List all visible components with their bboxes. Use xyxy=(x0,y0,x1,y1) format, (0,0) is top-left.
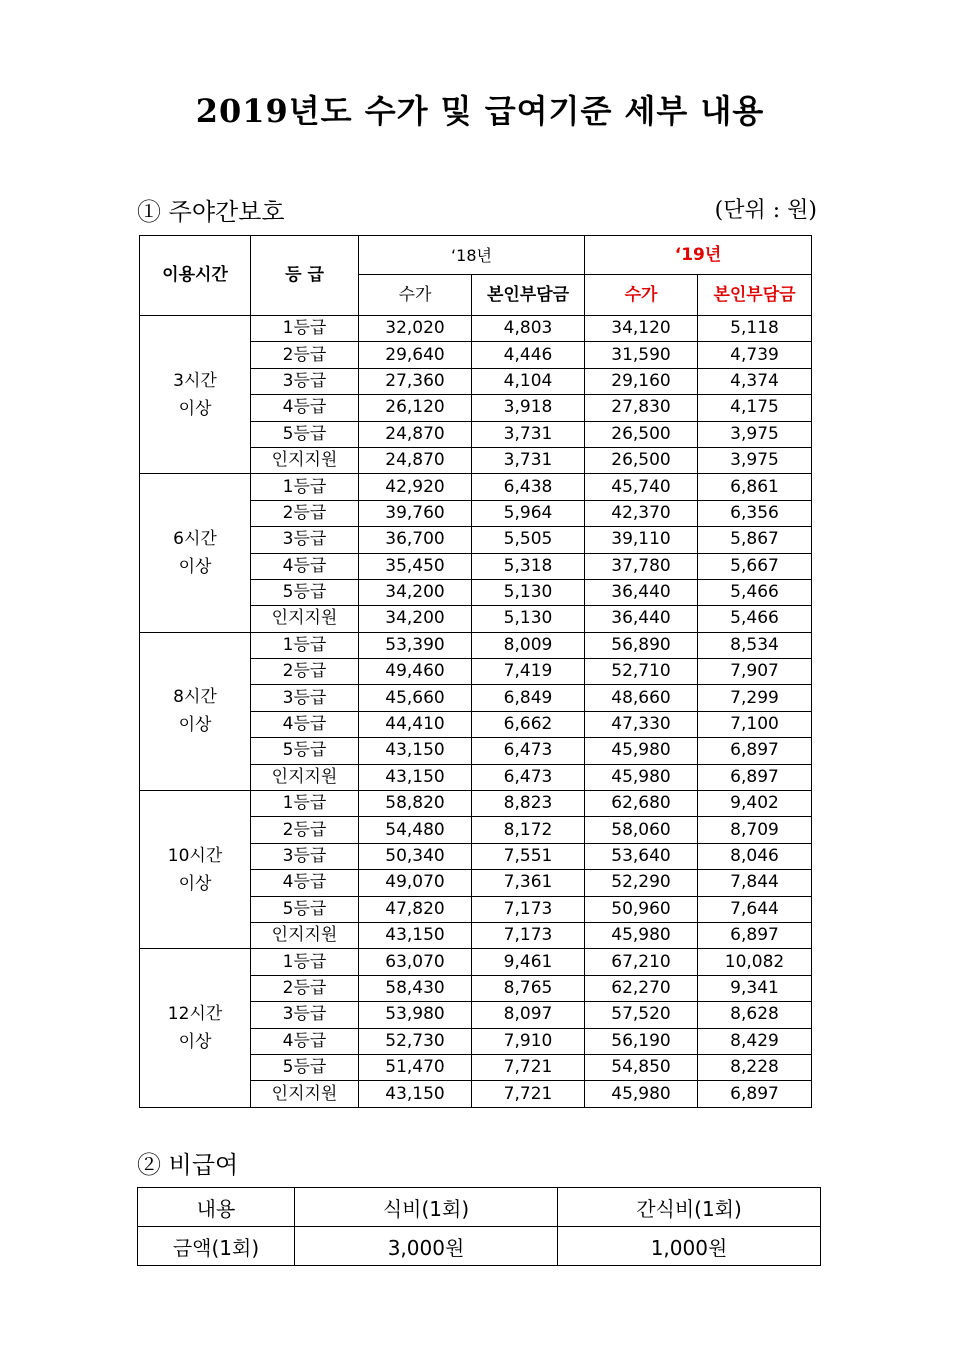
table-row xyxy=(140,316,812,342)
grade-cell: 4등급 xyxy=(251,1028,359,1054)
copay-2018-cell: 4,104 xyxy=(472,368,585,394)
fee-2018-cell: 27,360 xyxy=(359,368,472,394)
fee-2018-cell: 54,480 xyxy=(359,817,472,843)
time-group-label: 이상 xyxy=(178,1032,212,1053)
copay-2019-cell: 4,175 xyxy=(698,395,812,421)
copay-2018-cell: 7,361 xyxy=(472,870,585,896)
fee-2019-cell: 45,980 xyxy=(585,1081,698,1107)
grade-cell: 1등급 xyxy=(251,791,359,817)
fee-2019-cell: 27,830 xyxy=(585,395,698,421)
copay-2018-cell: 7,721 xyxy=(472,1054,585,1080)
copay-2018-cell: 9,461 xyxy=(472,949,585,975)
fee-2018-cell: 34,200 xyxy=(359,579,472,605)
fee-2019-cell: 26,500 xyxy=(585,447,698,473)
copay-2019-cell: 5,466 xyxy=(698,606,812,632)
header-fee-2018: 수가 xyxy=(359,275,472,316)
grade-cell: 1등급 xyxy=(251,316,359,342)
fee-2019-cell: 39,110 xyxy=(585,527,698,553)
copay-2019-cell: 7,299 xyxy=(698,685,812,711)
fee-2019-cell: 50,960 xyxy=(585,896,698,922)
grade-cell: 5등급 xyxy=(251,1054,359,1080)
time-group-cell xyxy=(140,632,251,790)
header-year-2018: ‘18년 xyxy=(359,236,585,275)
copay-2019-cell: 9,341 xyxy=(698,975,812,1001)
time-group-label: 12시간 xyxy=(167,1004,223,1025)
copay-2019-cell: 7,100 xyxy=(698,711,812,737)
fee-2018-cell: 49,460 xyxy=(359,659,472,685)
fee-2018-cell: 29,640 xyxy=(359,342,472,368)
grade-cell: 2등급 xyxy=(251,342,359,368)
fee-2019-cell: 26,500 xyxy=(585,421,698,447)
fee-2018-cell: 50,340 xyxy=(359,843,472,869)
header-fee-2019: 수가 xyxy=(585,275,698,316)
grade-cell: 3등급 xyxy=(251,685,359,711)
header-year-2019: ‘19년 xyxy=(585,236,812,275)
fee-2019-cell: 37,780 xyxy=(585,553,698,579)
fee-2018-cell: 24,870 xyxy=(359,421,472,447)
time-group-cell xyxy=(140,949,251,1107)
fee-2019-cell: 62,680 xyxy=(585,791,698,817)
copay-2019-cell: 8,228 xyxy=(698,1054,812,1080)
fee-2018-cell: 43,150 xyxy=(359,738,472,764)
fee-2019-cell: 57,520 xyxy=(585,1002,698,1028)
grade-cell: 인지지원 xyxy=(251,606,359,632)
time-group-cell xyxy=(140,474,251,632)
copay-2019-cell: 6,897 xyxy=(698,1081,812,1107)
section1-heading: ① 주야간보호 xyxy=(137,198,285,226)
fee-2018-cell: 36,700 xyxy=(359,527,472,553)
copay-2019-cell: 3,975 xyxy=(698,421,812,447)
header-copay-2019: 본인부담금 xyxy=(698,275,812,316)
time-group-label: 3시간 xyxy=(173,370,217,391)
fee-2018-cell: 58,430 xyxy=(359,975,472,1001)
fee-2019-cell: 52,710 xyxy=(585,659,698,685)
fee-2018-cell: 53,390 xyxy=(359,632,472,658)
copay-2018-cell: 6,473 xyxy=(472,738,585,764)
unit-note: (단위 : 원) xyxy=(714,198,817,223)
fee-2019-cell: 45,980 xyxy=(585,922,698,948)
copay-2019-cell: 8,628 xyxy=(698,1002,812,1028)
copay-2018-cell: 5,318 xyxy=(472,553,585,579)
copay-2018-cell: 7,173 xyxy=(472,922,585,948)
copay-2018-cell: 4,446 xyxy=(472,342,585,368)
copay-2018-cell: 8,765 xyxy=(472,975,585,1001)
copay-2019-cell: 4,374 xyxy=(698,368,812,394)
copay-2018-cell: 5,130 xyxy=(472,606,585,632)
grade-cell: 2등급 xyxy=(251,975,359,1001)
fee-2018-cell: 43,150 xyxy=(359,764,472,790)
fee-2019-cell: 36,440 xyxy=(585,579,698,605)
fee-2019-cell: 45,980 xyxy=(585,764,698,790)
copay-2018-cell: 8,172 xyxy=(472,817,585,843)
grade-cell: 4등급 xyxy=(251,711,359,737)
grade-cell: 1등급 xyxy=(251,949,359,975)
copay-2019-cell: 5,867 xyxy=(698,527,812,553)
grade-cell: 5등급 xyxy=(251,579,359,605)
copay-2018-cell: 7,551 xyxy=(472,843,585,869)
copay-2018-cell: 5,130 xyxy=(472,579,585,605)
copay-2018-cell: 6,662 xyxy=(472,711,585,737)
fee-2018-cell: 42,920 xyxy=(359,474,472,500)
copay-2018-cell: 3,731 xyxy=(472,421,585,447)
fee-2018-cell: 45,660 xyxy=(359,685,472,711)
copay-2018-cell: 8,009 xyxy=(472,632,585,658)
copay-2019-cell: 10,082 xyxy=(698,949,812,975)
copay-2019-cell: 8,046 xyxy=(698,843,812,869)
copay-2019-cell: 5,118 xyxy=(698,316,812,342)
grade-cell: 4등급 xyxy=(251,553,359,579)
grade-cell: 5등급 xyxy=(251,738,359,764)
copay-2019-cell: 7,644 xyxy=(698,896,812,922)
fee-2019-cell: 47,330 xyxy=(585,711,698,737)
fee-table xyxy=(139,235,812,1108)
t2-snack-amount: 1,000원 xyxy=(558,1227,821,1266)
fee-2019-cell: 36,440 xyxy=(585,606,698,632)
t2-meal-amount: 3,000원 xyxy=(295,1227,558,1266)
copay-2019-cell: 8,534 xyxy=(698,632,812,658)
time-group-label: 10시간 xyxy=(167,845,223,866)
copay-2018-cell: 8,097 xyxy=(472,1002,585,1028)
grade-cell: 1등급 xyxy=(251,632,359,658)
time-group-cell xyxy=(140,791,251,949)
grade-cell: 인지지원 xyxy=(251,447,359,473)
header-time: 이용시간 xyxy=(140,236,251,316)
grade-cell: 5등급 xyxy=(251,421,359,447)
copay-2019-cell: 7,844 xyxy=(698,870,812,896)
fee-2018-cell: 32,020 xyxy=(359,316,472,342)
fee-2019-cell: 56,190 xyxy=(585,1028,698,1054)
grade-cell: 1등급 xyxy=(251,474,359,500)
table-row xyxy=(140,791,812,817)
fee-2018-cell: 49,070 xyxy=(359,870,472,896)
fee-2018-cell: 34,200 xyxy=(359,606,472,632)
fee-2018-cell: 26,120 xyxy=(359,395,472,421)
fee-2019-cell: 53,640 xyxy=(585,843,698,869)
time-group-label: 이상 xyxy=(178,715,212,736)
copay-2019-cell: 7,907 xyxy=(698,659,812,685)
page-title: 2019년도 수가 및 급여기준 세부 내용 xyxy=(195,92,765,130)
copay-2018-cell: 4,803 xyxy=(472,316,585,342)
table-row xyxy=(140,474,812,500)
non-covered-table xyxy=(137,1187,821,1266)
header-copay-2018: 본인부담금 xyxy=(472,275,585,316)
fee-2019-cell: 48,660 xyxy=(585,685,698,711)
grade-cell: 5등급 xyxy=(251,896,359,922)
fee-2019-cell: 67,210 xyxy=(585,949,698,975)
fee-2019-cell: 62,270 xyxy=(585,975,698,1001)
copay-2018-cell: 6,849 xyxy=(472,685,585,711)
grade-cell: 3등급 xyxy=(251,1002,359,1028)
grade-cell: 인지지원 xyxy=(251,764,359,790)
fee-2019-cell: 29,160 xyxy=(585,368,698,394)
copay-2019-cell: 9,402 xyxy=(698,791,812,817)
grade-cell: 2등급 xyxy=(251,500,359,526)
grade-cell: 인지지원 xyxy=(251,922,359,948)
grade-cell: 3등급 xyxy=(251,527,359,553)
copay-2019-cell: 6,897 xyxy=(698,738,812,764)
copay-2018-cell: 6,473 xyxy=(472,764,585,790)
t2-header-snack: 간식비(1회) xyxy=(558,1188,821,1227)
fee-2019-cell: 54,850 xyxy=(585,1054,698,1080)
grade-cell: 2등급 xyxy=(251,659,359,685)
copay-2019-cell: 4,739 xyxy=(698,342,812,368)
fee-2018-cell: 52,730 xyxy=(359,1028,472,1054)
grade-cell: 인지지원 xyxy=(251,1081,359,1107)
table-row xyxy=(140,632,812,658)
copay-2018-cell: 7,173 xyxy=(472,896,585,922)
copay-2019-cell: 6,861 xyxy=(698,474,812,500)
fee-2018-cell: 43,150 xyxy=(359,922,472,948)
fee-2019-cell: 34,120 xyxy=(585,316,698,342)
fee-2018-cell: 43,150 xyxy=(359,1081,472,1107)
fee-2018-cell: 53,980 xyxy=(359,1002,472,1028)
time-group-cell xyxy=(140,316,251,474)
grade-cell: 4등급 xyxy=(251,870,359,896)
fee-2018-cell: 44,410 xyxy=(359,711,472,737)
copay-2019-cell: 8,429 xyxy=(698,1028,812,1054)
copay-2018-cell: 7,910 xyxy=(472,1028,585,1054)
fee-2018-cell: 24,870 xyxy=(359,447,472,473)
header-grade: 등 급 xyxy=(251,236,359,316)
fee-2019-cell: 45,740 xyxy=(585,474,698,500)
copay-2018-cell: 8,823 xyxy=(472,791,585,817)
copay-2018-cell: 7,419 xyxy=(472,659,585,685)
time-group-label: 6시간 xyxy=(173,529,217,550)
time-group-label: 이상 xyxy=(178,557,212,578)
time-group-label: 이상 xyxy=(178,873,212,894)
grade-cell: 3등급 xyxy=(251,843,359,869)
fee-2019-cell: 42,370 xyxy=(585,500,698,526)
grade-cell: 4등급 xyxy=(251,395,359,421)
t2-header-meal: 식비(1회) xyxy=(295,1188,558,1227)
t2-header-content: 내용 xyxy=(138,1188,295,1227)
section2-heading: ② 비급여 xyxy=(137,1151,239,1179)
copay-2018-cell: 6,438 xyxy=(472,474,585,500)
fee-2019-cell: 56,890 xyxy=(585,632,698,658)
copay-2019-cell: 8,709 xyxy=(698,817,812,843)
fee-2018-cell: 35,450 xyxy=(359,553,472,579)
copay-2018-cell: 3,731 xyxy=(472,447,585,473)
copay-2019-cell: 3,975 xyxy=(698,447,812,473)
fee-2019-cell: 45,980 xyxy=(585,738,698,764)
copay-2019-cell: 5,466 xyxy=(698,579,812,605)
fee-2019-cell: 31,590 xyxy=(585,342,698,368)
table-row xyxy=(140,949,812,975)
t2-row-label: 금액(1회) xyxy=(138,1227,295,1266)
grade-cell: 2등급 xyxy=(251,817,359,843)
fee-2019-cell: 52,290 xyxy=(585,870,698,896)
copay-2019-cell: 5,667 xyxy=(698,553,812,579)
copay-2018-cell: 7,721 xyxy=(472,1081,585,1107)
grade-cell: 3등급 xyxy=(251,368,359,394)
copay-2018-cell: 5,505 xyxy=(472,527,585,553)
fee-2018-cell: 63,070 xyxy=(359,949,472,975)
time-group-label: 이상 xyxy=(178,398,212,419)
copay-2019-cell: 6,356 xyxy=(698,500,812,526)
fee-2018-cell: 51,470 xyxy=(359,1054,472,1080)
fee-2018-cell: 47,820 xyxy=(359,896,472,922)
time-group-label: 8시간 xyxy=(173,687,217,708)
copay-2019-cell: 6,897 xyxy=(698,922,812,948)
fee-2018-cell: 58,820 xyxy=(359,791,472,817)
copay-2019-cell: 6,897 xyxy=(698,764,812,790)
copay-2018-cell: 5,964 xyxy=(472,500,585,526)
copay-2018-cell: 3,918 xyxy=(472,395,585,421)
fee-2019-cell: 58,060 xyxy=(585,817,698,843)
fee-2018-cell: 39,760 xyxy=(359,500,472,526)
